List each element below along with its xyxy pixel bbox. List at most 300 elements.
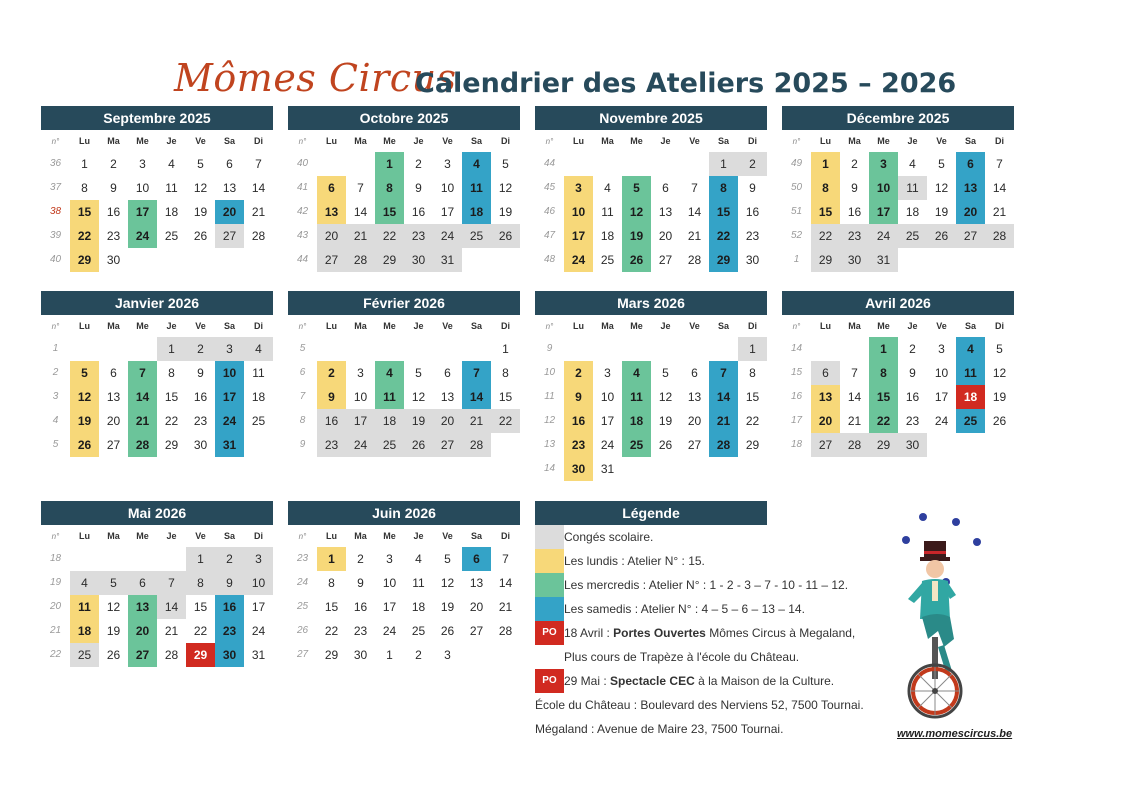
week-row — [782, 248, 1014, 272]
empty-cell — [564, 337, 593, 361]
week-number: 5 — [52, 439, 59, 450]
day-cell: 19 — [934, 205, 949, 219]
day-cell: 16 — [411, 205, 426, 219]
week-row — [288, 361, 520, 385]
week-number: 20 — [49, 601, 62, 612]
weekday-label: Me — [877, 321, 890, 331]
day-cell: 24 — [600, 438, 615, 452]
day-cell: 4 — [604, 181, 611, 195]
weekday-header-row — [288, 130, 520, 152]
weekday-label: Me — [877, 136, 890, 146]
month-calendar — [41, 106, 273, 272]
week-row — [41, 619, 273, 643]
weekday-label: Lu — [820, 321, 831, 331]
empty-cell — [186, 248, 215, 272]
day-cell: 25 — [898, 224, 927, 248]
week-number: 17 — [790, 415, 803, 426]
day-cell: 25 — [600, 253, 615, 267]
day-cell: 26 — [440, 624, 455, 638]
weekday-label: Sa — [717, 321, 729, 331]
day-cell: 9 — [110, 181, 117, 195]
day-cell: 16 — [905, 390, 920, 404]
day-cell: 12 — [992, 366, 1007, 380]
day-cell: 28 — [346, 248, 375, 272]
day-cell: 29 — [811, 248, 840, 272]
week-number: 1 — [793, 254, 800, 265]
day-cell: 9 — [317, 385, 346, 409]
week-row — [41, 176, 273, 200]
day-cell: 17 — [869, 200, 898, 224]
day-cell: 11 — [375, 385, 404, 409]
day-cell: 23 — [106, 229, 121, 243]
day-cell: 18 — [600, 229, 615, 243]
day-cell: 24 — [564, 248, 593, 272]
weekday-label: Je — [907, 136, 918, 146]
brand-logo: Mômes Circus — [174, 56, 457, 100]
empty-cell — [985, 248, 1014, 272]
empty-cell — [99, 547, 128, 571]
day-cell: 28 — [462, 433, 491, 457]
day-cell: 5 — [622, 176, 651, 200]
week-row — [782, 385, 1014, 409]
week-number: 27 — [296, 649, 309, 660]
day-cell: 19 — [106, 624, 121, 638]
day-cell: 22 — [70, 224, 99, 248]
day-cell: 12 — [193, 181, 208, 195]
day-cell: 24 — [869, 224, 898, 248]
day-cell: 21 — [164, 624, 179, 638]
empty-cell — [157, 547, 186, 571]
empty-cell — [651, 152, 680, 176]
month-title: Octobre 2025 — [288, 106, 520, 130]
weekday-label: Ma — [107, 321, 120, 331]
weekday-label: Ve — [442, 136, 453, 146]
day-cell: 10 — [440, 181, 455, 195]
day-cell: 13 — [811, 385, 840, 409]
weekday-label: Ma — [354, 321, 367, 331]
day-cell: 19 — [498, 205, 513, 219]
day-cell: 17 — [564, 224, 593, 248]
day-cell: 6 — [444, 366, 451, 380]
weekday-label: Sa — [223, 136, 235, 146]
day-cell: 10 — [135, 181, 150, 195]
day-cell: 4 — [70, 571, 99, 595]
legend-open-day — [535, 621, 935, 645]
empty-cell — [70, 337, 99, 361]
day-cell: 18 — [411, 600, 426, 614]
empty-cell — [956, 248, 985, 272]
empty-cell — [927, 433, 956, 457]
day-cell: 26 — [70, 433, 99, 457]
day-cell: 18 — [622, 409, 651, 433]
month-calendar — [288, 106, 520, 272]
day-cell: 19 — [622, 224, 651, 248]
week-row — [41, 385, 273, 409]
weekday-header-row — [782, 315, 1014, 337]
day-cell: 15 — [498, 390, 513, 404]
day-cell: 27 — [469, 624, 484, 638]
empty-cell — [680, 457, 709, 481]
legend-show — [535, 669, 935, 693]
day-cell: 4 — [622, 361, 651, 385]
day-cell: 14 — [992, 181, 1007, 195]
week-number: 2 — [52, 367, 59, 378]
juggler-unicycle-illustration — [892, 507, 1012, 722]
day-cell: 10 — [353, 390, 368, 404]
day-cell: 9 — [215, 571, 244, 595]
day-cell: 28 — [687, 253, 702, 267]
day-cell: 13 — [440, 390, 455, 404]
week-number: 46 — [543, 206, 556, 217]
day-cell: 1 — [186, 547, 215, 571]
day-cell: 9 — [909, 366, 916, 380]
day-cell: 5 — [70, 361, 99, 385]
empty-cell — [622, 337, 651, 361]
day-cell: 15 — [324, 600, 339, 614]
day-cell: 17 — [251, 600, 266, 614]
weekday-header-row — [535, 130, 767, 152]
legend-open-day-line2: Plus cours de Trapèze à l'école du Château. — [564, 650, 800, 664]
empty-cell — [651, 457, 680, 481]
month-calendar — [535, 291, 767, 481]
month-calendar — [782, 291, 1014, 457]
legend-holidays-label: Congés scolaire. — [564, 530, 654, 544]
weekday-label: Me — [630, 136, 643, 146]
weekday-label: Lu — [820, 136, 831, 146]
website-link[interactable]: www.momescircus.be — [897, 728, 1013, 740]
day-cell: 24 — [251, 624, 266, 638]
day-cell: 14 — [498, 576, 513, 590]
day-cell: 20 — [215, 200, 244, 224]
weekday-label: Je — [660, 321, 671, 331]
day-cell: 25 — [622, 433, 651, 457]
weekday-label: Me — [136, 531, 149, 541]
day-cell: 16 — [106, 205, 121, 219]
day-cell: 4 — [909, 157, 916, 171]
day-cell: 1 — [386, 648, 393, 662]
weekday-label: Di — [501, 136, 510, 146]
day-cell: 1 — [81, 157, 88, 171]
day-cell: 14 — [709, 385, 738, 409]
day-cell: 22 — [491, 409, 520, 433]
day-cell: 4 — [244, 337, 273, 361]
day-cell: 7 — [157, 571, 186, 595]
day-cell: 19 — [193, 205, 208, 219]
day-cell: 14 — [251, 181, 266, 195]
day-cell: 23 — [905, 414, 920, 428]
day-cell: 16 — [847, 205, 862, 219]
day-cell: 28 — [709, 433, 738, 457]
day-cell: 14 — [128, 385, 157, 409]
week-number: 12 — [543, 415, 556, 426]
day-cell: 29 — [869, 433, 898, 457]
day-cell: 2 — [317, 361, 346, 385]
day-cell: 4 — [375, 361, 404, 385]
weekday-label: Je — [166, 321, 177, 331]
month-title: Mars 2026 — [535, 291, 767, 315]
day-cell: 6 — [128, 571, 157, 595]
empty-cell — [215, 248, 244, 272]
empty-cell — [157, 248, 186, 272]
week-row — [288, 595, 520, 619]
weekday-label: Me — [383, 531, 396, 541]
week-row — [41, 409, 273, 433]
day-cell: 12 — [440, 576, 455, 590]
week-row — [288, 409, 520, 433]
day-cell: 23 — [193, 414, 208, 428]
week-number: 23 — [296, 553, 309, 564]
day-cell: 5 — [444, 552, 451, 566]
day-cell: 23 — [353, 624, 368, 638]
weekday-label: Sa — [223, 321, 235, 331]
week-number: 6 — [299, 367, 306, 378]
wednesday-swatch — [535, 573, 564, 597]
day-cell: 25 — [251, 414, 266, 428]
week-row — [782, 224, 1014, 248]
day-cell: 11 — [956, 361, 985, 385]
weekday-label: Ve — [195, 531, 206, 541]
day-cell: 2 — [215, 547, 244, 571]
empty-cell — [462, 248, 491, 272]
legend-holidays — [535, 525, 935, 549]
week-number: 39 — [49, 230, 62, 241]
day-cell: 12 — [498, 181, 513, 195]
day-cell: 7 — [255, 157, 262, 171]
day-cell: 30 — [745, 253, 760, 267]
week-row — [535, 224, 767, 248]
day-cell: 15 — [811, 200, 840, 224]
day-cell: 2 — [357, 552, 364, 566]
day-cell: 9 — [749, 181, 756, 195]
day-cell: 21 — [847, 414, 862, 428]
day-cell: 26 — [927, 224, 956, 248]
legend-show-label: 29 Mai : Spectacle CEC à la Maison de la Culture. — [564, 674, 835, 688]
day-cell: 11 — [412, 576, 425, 590]
week-number: 48 — [543, 254, 556, 265]
weekday-label: n° — [792, 136, 801, 146]
page-title: Calendrier des Ateliers 2025 – 2026 — [415, 68, 957, 99]
weekday-label: Lu — [79, 531, 90, 541]
day-cell: 8 — [811, 176, 840, 200]
week-number: 14 — [543, 463, 556, 474]
week-number: 9 — [299, 439, 306, 450]
day-cell: 3 — [444, 157, 451, 171]
day-cell: 27 — [658, 253, 673, 267]
weekday-header-row — [41, 525, 273, 547]
day-cell: 10 — [600, 390, 615, 404]
empty-cell — [462, 643, 491, 667]
day-cell: 11 — [601, 205, 614, 219]
week-number: 38 — [49, 206, 62, 217]
weekday-label: Lu — [326, 531, 337, 541]
week-row — [288, 200, 520, 224]
weekday-label: Di — [995, 136, 1004, 146]
day-cell: 29 — [745, 438, 760, 452]
day-cell: 30 — [564, 457, 593, 481]
day-cell: 5 — [996, 342, 1003, 356]
week-row — [288, 619, 520, 643]
day-cell: 14 — [157, 595, 186, 619]
week-number: 43 — [296, 230, 309, 241]
week-number: 44 — [543, 158, 556, 169]
day-cell: 12 — [622, 200, 651, 224]
month-title: Septembre 2025 — [41, 106, 273, 130]
day-cell: 3 — [139, 157, 146, 171]
week-row — [288, 176, 520, 200]
day-cell: 26 — [106, 648, 121, 662]
weekday-header-row — [288, 315, 520, 337]
day-cell: 11 — [165, 181, 178, 195]
day-cell: 7 — [691, 181, 698, 195]
week-row — [288, 385, 520, 409]
month-calendar — [535, 106, 767, 272]
day-cell: 16 — [317, 409, 346, 433]
week-row — [535, 176, 767, 200]
month-title: Janvier 2026 — [41, 291, 273, 315]
week-number: 16 — [790, 391, 803, 402]
day-cell: 31 — [869, 248, 898, 272]
weekday-label: Di — [748, 136, 757, 146]
day-cell: 30 — [193, 438, 208, 452]
day-cell: 23 — [564, 433, 593, 457]
week-row — [535, 200, 767, 224]
legend-saturdays-label: Les samedis : Atelier N° : 4 – 5 – 6 – 13 – 14. — [564, 602, 805, 616]
week-number: 10 — [543, 367, 556, 378]
day-cell: 4 — [415, 552, 422, 566]
week-row — [535, 361, 767, 385]
week-row — [782, 337, 1014, 361]
day-cell: 18 — [375, 409, 404, 433]
weekday-label: Me — [630, 321, 643, 331]
day-cell: 30 — [353, 648, 368, 662]
weekday-label: Di — [254, 321, 263, 331]
day-cell: 29 — [70, 248, 99, 272]
day-cell: 27 — [106, 438, 121, 452]
empty-cell — [956, 433, 985, 457]
empty-cell — [622, 152, 651, 176]
day-cell: 31 — [433, 248, 462, 272]
day-cell: 18 — [956, 385, 985, 409]
weekday-label: Ve — [936, 321, 947, 331]
empty-cell — [651, 337, 680, 361]
week-number: 14 — [790, 343, 803, 354]
weekday-label: Ma — [601, 136, 614, 146]
legend-saturdays — [535, 597, 935, 621]
legend-wednesdays-label: Les mercredis : Atelier N° : 1 - 2 - 3 – 7 - 10 - 11 – 12. — [564, 578, 849, 592]
week-row — [288, 152, 520, 176]
day-cell: 26 — [404, 433, 433, 457]
day-cell: 11 — [252, 366, 265, 380]
week-row — [782, 409, 1014, 433]
day-cell: 3 — [938, 342, 945, 356]
day-cell: 1 — [709, 152, 738, 176]
week-number: 49 — [790, 158, 803, 169]
week-row — [288, 224, 520, 248]
day-cell: 4 — [956, 337, 985, 361]
weekday-label: Sa — [223, 531, 235, 541]
day-cell: 26 — [992, 414, 1007, 428]
address-megaland: Mégaland : Avenue de Maire 23, 7500 Tournai. — [535, 722, 784, 736]
day-cell: 26 — [491, 224, 520, 248]
day-cell: 10 — [244, 571, 273, 595]
week-row — [782, 200, 1014, 224]
week-number: 52 — [790, 230, 803, 241]
week-row — [535, 409, 767, 433]
week-row — [41, 571, 273, 595]
week-number: 4 — [52, 415, 59, 426]
day-cell: 7 — [128, 361, 157, 385]
weekday-label: Ve — [936, 136, 947, 146]
weekday-label: Ve — [195, 136, 206, 146]
day-cell: 2 — [564, 361, 593, 385]
week-number: 24 — [296, 577, 309, 588]
day-cell: 16 — [745, 205, 760, 219]
weekday-label: Ma — [354, 531, 367, 541]
weekday-label: Me — [136, 136, 149, 146]
day-cell: 17 — [440, 205, 455, 219]
day-cell: 3 — [604, 366, 611, 380]
weekday-label: Je — [166, 531, 177, 541]
day-cell: 13 — [106, 390, 121, 404]
day-cell: 28 — [840, 433, 869, 457]
day-cell: 16 — [353, 600, 368, 614]
day-cell: 5 — [938, 157, 945, 171]
day-cell: 17 — [600, 414, 615, 428]
day-cell: 1 — [738, 337, 767, 361]
day-cell: 18 — [164, 205, 179, 219]
day-cell: 10 — [382, 576, 397, 590]
day-cell: 18 — [251, 390, 266, 404]
day-cell: 15 — [869, 385, 898, 409]
day-cell: 20 — [469, 600, 484, 614]
weekday-label: n° — [51, 136, 60, 146]
day-cell: 13 — [469, 576, 484, 590]
week-row — [782, 361, 1014, 385]
day-cell: 27 — [215, 224, 244, 248]
day-cell: 21 — [687, 229, 702, 243]
day-cell: 16 — [215, 595, 244, 619]
day-cell: 3 — [869, 152, 898, 176]
weekday-label: Sa — [964, 321, 976, 331]
empty-cell — [564, 152, 593, 176]
weekday-label: n° — [792, 321, 801, 331]
weekday-label: Di — [748, 321, 757, 331]
week-number: 40 — [296, 158, 309, 169]
day-cell: 13 — [658, 205, 673, 219]
weekday-label: Di — [254, 136, 263, 146]
day-cell: 7 — [462, 361, 491, 385]
empty-cell — [462, 337, 491, 361]
day-cell: 1 — [157, 337, 186, 361]
day-cell: 30 — [898, 433, 927, 457]
weekday-label: n° — [51, 321, 60, 331]
day-cell: 19 — [440, 600, 455, 614]
day-cell: 27 — [687, 438, 702, 452]
week-row — [288, 248, 520, 272]
empty-cell — [244, 248, 273, 272]
day-cell: 21 — [498, 600, 513, 614]
weekday-label: Je — [166, 136, 177, 146]
day-cell: 31 — [251, 648, 266, 662]
weekday-label: Ve — [442, 531, 453, 541]
empty-cell — [622, 457, 651, 481]
weekday-label: Di — [254, 531, 263, 541]
month-calendar — [782, 106, 1014, 272]
day-cell: 29 — [324, 648, 339, 662]
day-cell: 2 — [909, 342, 916, 356]
saturday-swatch — [535, 597, 564, 621]
day-cell: 21 — [251, 205, 266, 219]
